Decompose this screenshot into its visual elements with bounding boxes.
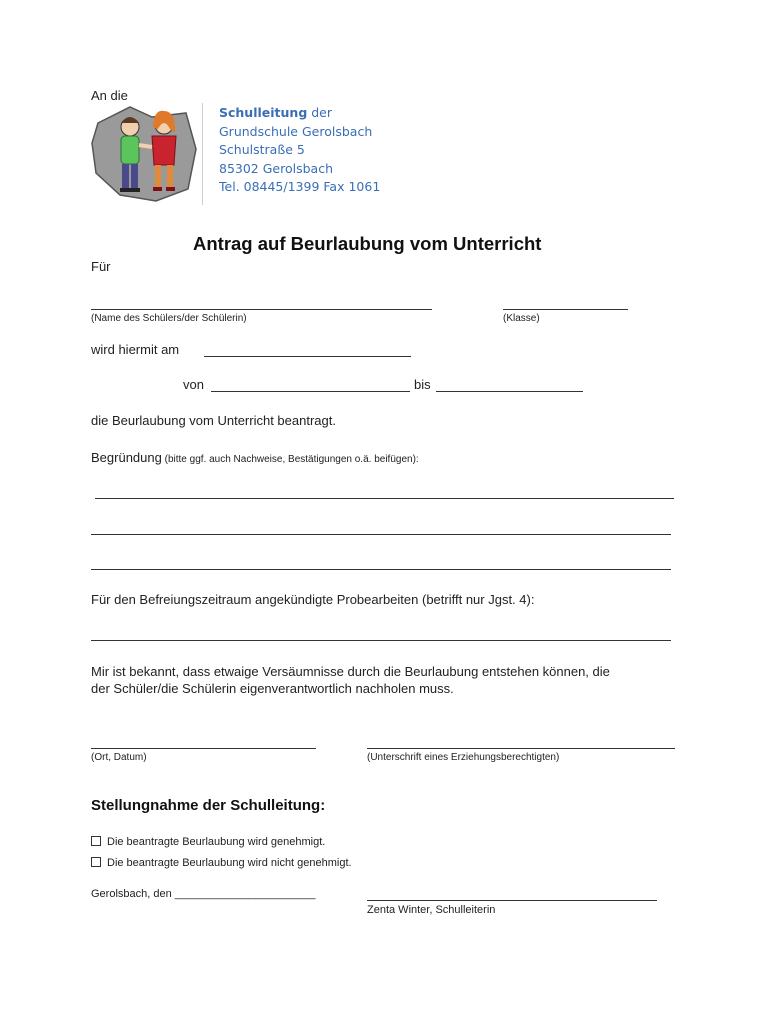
school-logo-image [90,103,200,205]
option-approved-label: Die beantragte Beurlaubung wird genehmigt. [107,836,326,848]
exams-field[interactable] [91,640,671,641]
place-date-field[interactable] [91,748,316,749]
school-leadership-label: Schulleitung [219,105,308,120]
reason-note: (bitte ggf. auch Nachweise, Bestätigungen o.ä. beifügen): [161,454,419,465]
page-title: Antrag auf Beurlaubung vom Unterricht [193,233,542,254]
leave-requested-text: die Beurlaubung vom Unterricht beantragt. [91,413,336,428]
principal-name: Zenta Winter, Schulleiterin [367,904,496,916]
reason-line-3[interactable] [91,569,671,570]
school-city: 85302 Gerolsbach [219,160,334,176]
place-date-caption: (Ort, Datum) [91,752,147,763]
school-street: Schulstraße 5 [219,142,305,157]
class-caption: (Klasse) [503,313,540,324]
checkbox-denied[interactable] [91,857,101,867]
reason-line-2[interactable] [91,534,671,535]
option-approved[interactable] [91,836,325,849]
from-date-field[interactable] [211,391,410,392]
school-address [219,104,380,197]
school-phone-fax: Tel. 08445/1399 Fax 1061 [219,179,381,194]
request-date-field[interactable] [204,356,411,357]
school-leadership-suffix: der [307,105,333,120]
student-name-field[interactable] [91,309,432,310]
reason-line-1[interactable] [95,498,674,499]
notice-line-2: der Schüler/die Schülerin eigenverantwortlich nachholen muss. [91,681,454,696]
bis-label: bis [414,377,431,392]
checkbox-approved[interactable] [91,836,101,846]
to-date-field[interactable] [436,391,583,392]
principal-signature-field[interactable] [367,900,657,901]
student-name-caption: (Name des Schülers/der Schülerin) [91,313,247,324]
class-field[interactable] [503,309,628,310]
addressee-prefix: An die [91,88,128,103]
school-logo [90,103,203,205]
guardian-signature-field[interactable] [367,748,675,749]
decision-place-date: Gerolsbach, den _______________________ [91,888,316,900]
decision-heading: Stellungnahme der Schulleitung: [91,797,326,814]
von-label: von [183,377,204,392]
reason-label: Begründung [91,450,162,465]
option-denied-label: Die beantragte Beurlaubung wird nicht genehmigt. [107,857,352,869]
exams-label: Für den Befreiungszeitraum angekündigte Probearbeiten (betrifft nur Jgst. 4): [91,592,535,607]
fuer-label: Für [91,259,111,274]
guardian-signature-caption: (Unterschrift eines Erziehungsberechtigten) [367,752,560,763]
notice-line-1: Mir ist bekannt, dass etwaige Versäumnisse durch die Beurlaubung entstehen können, die [91,664,610,679]
school-name: Grundschule Gerolsbach [219,123,373,139]
school-address-line-1 [219,104,380,123]
wird-hiermit-label: wird hiermit am [91,342,180,357]
reason-heading [91,449,419,467]
option-denied[interactable] [91,857,352,870]
